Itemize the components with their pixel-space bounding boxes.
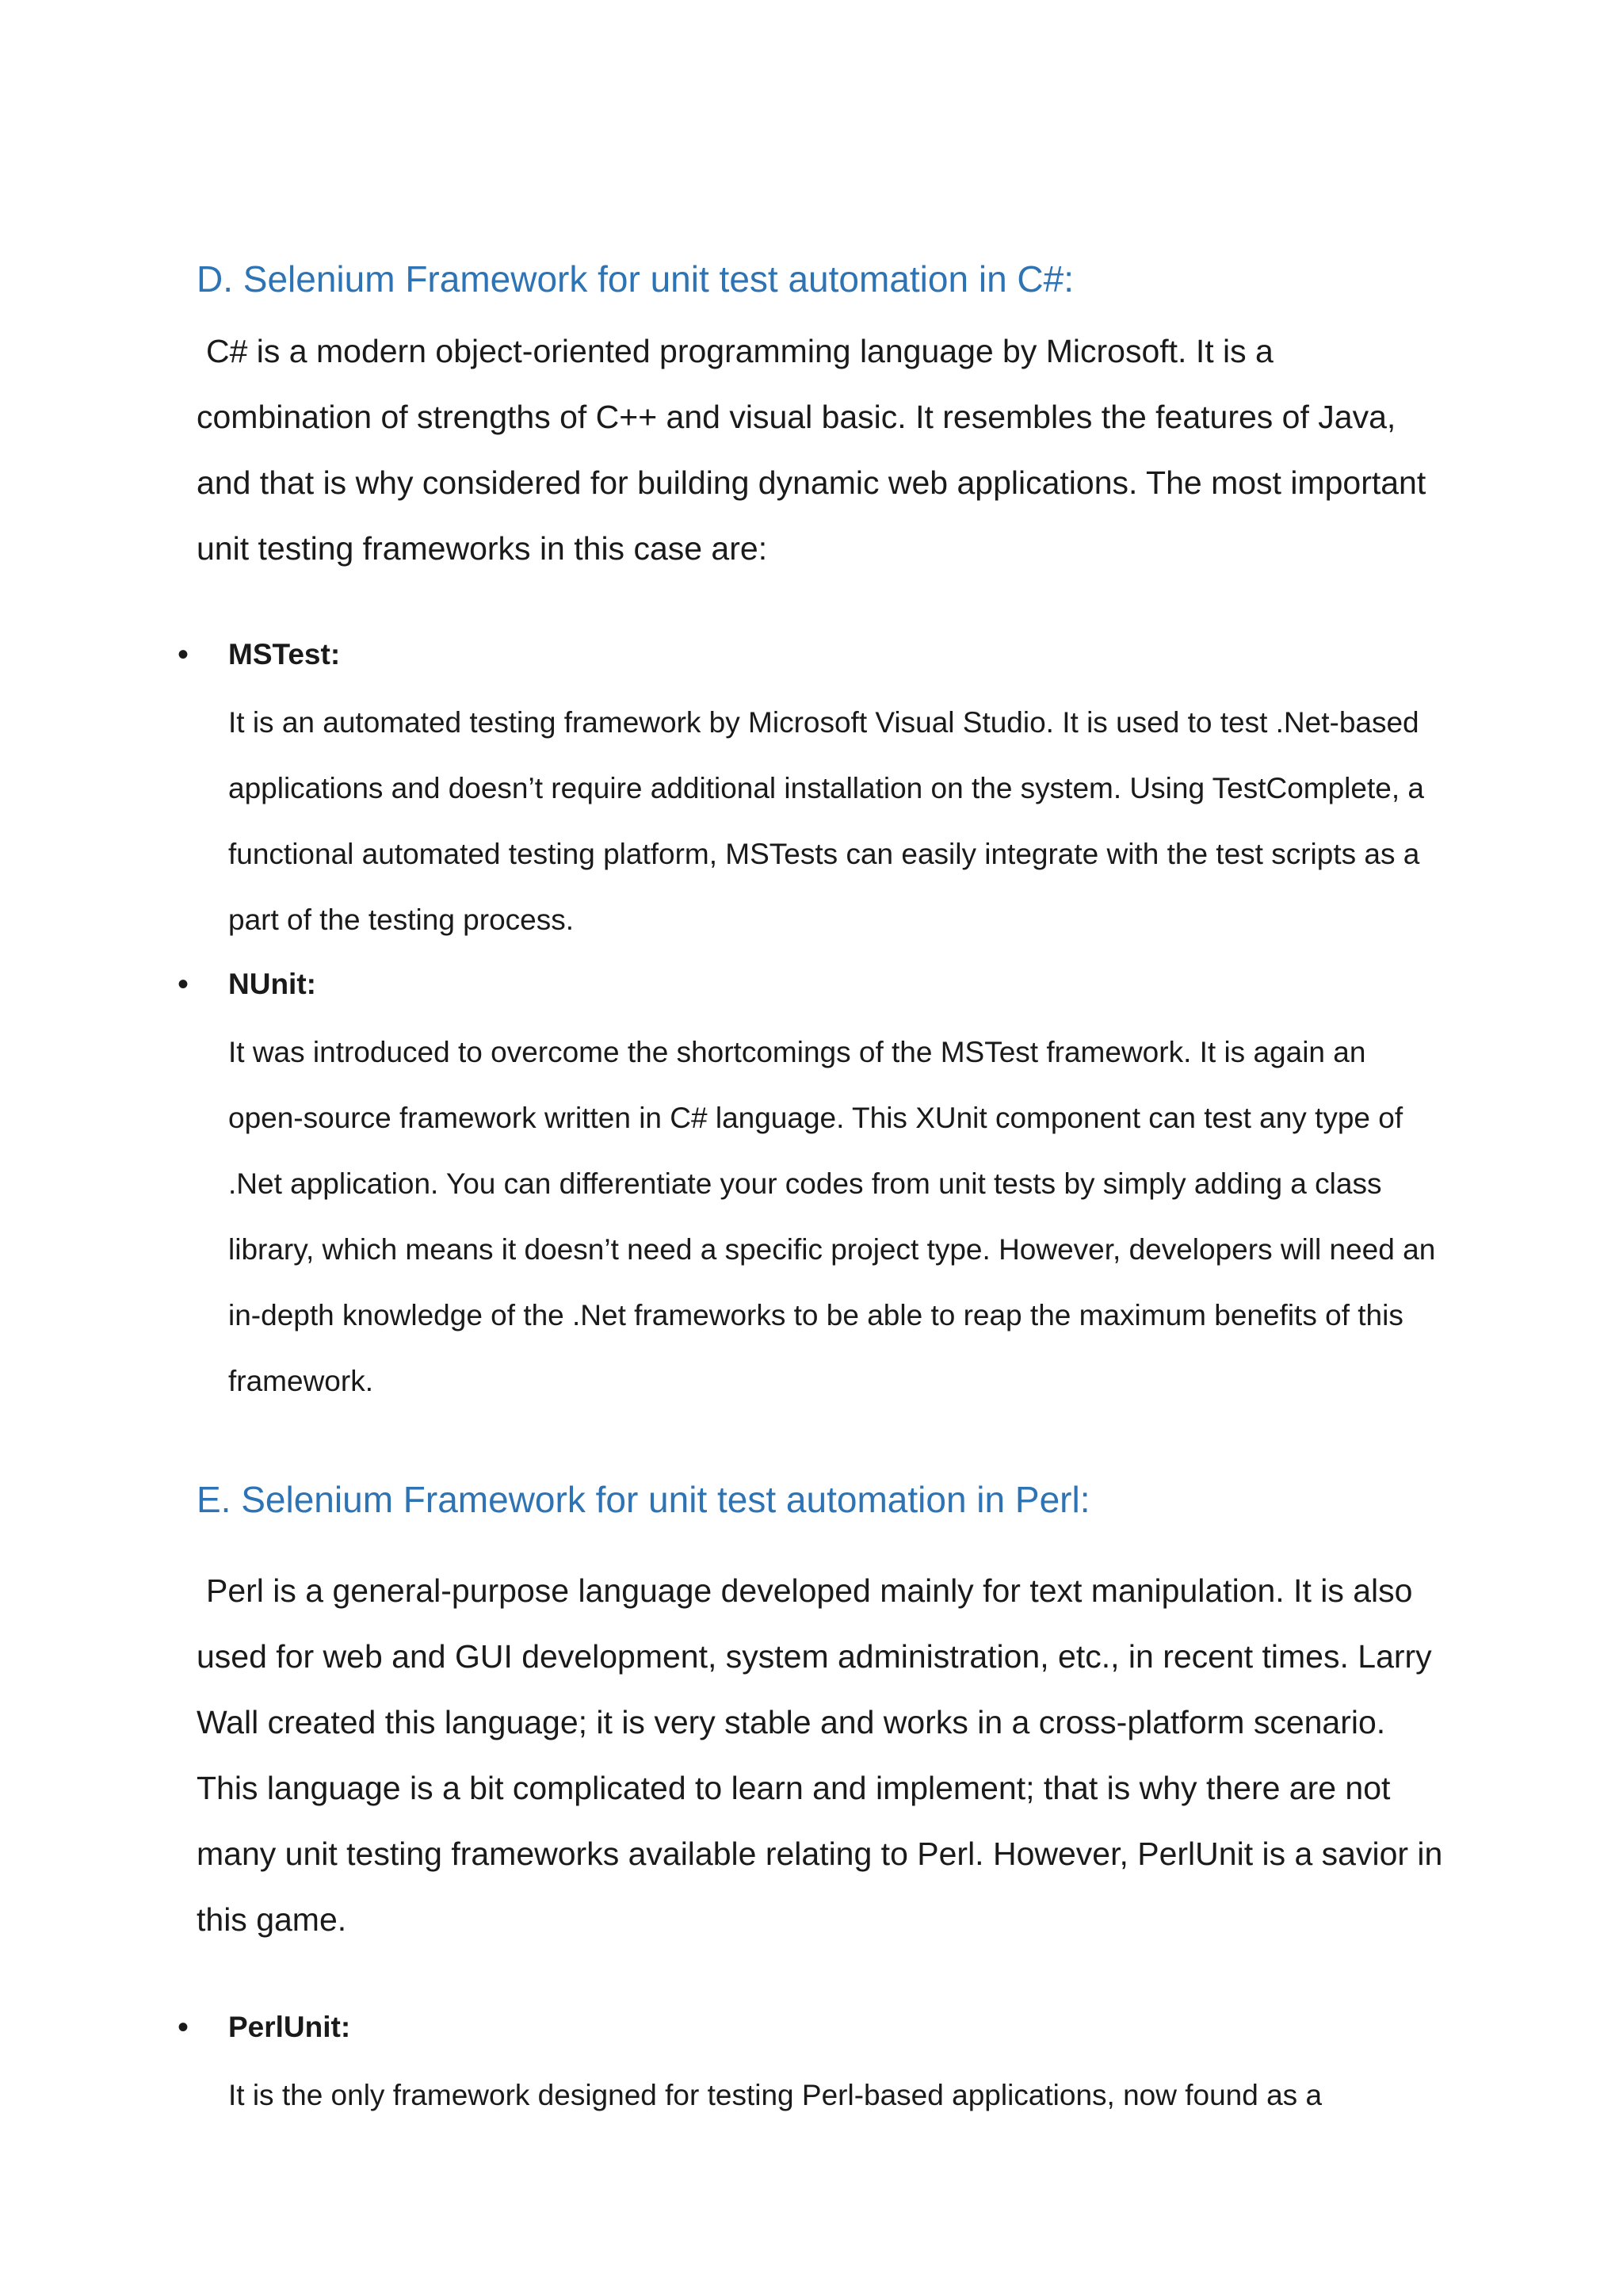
bullet-title-nunit: NUnit: bbox=[228, 968, 316, 1000]
section-intro-perl: Perl is a general-purpose language developed mainly for text manipulation. It is also used for web and GUI development, system administration, etc., in recent times. Larry Wall created this language; it is very stable and works in a cross-platform scenario. This language is a bit complicated to learn and implement; that is why there are not many unit testing frameworks available relating to Perl. However, PerlUnit is a savior in this game. bbox=[197, 1572, 1443, 1938]
section-heading-csharp: D. Selenium Framework for unit test automation in C#: bbox=[197, 258, 1075, 300]
bullet-point: • bbox=[178, 2010, 189, 2045]
bullet-title-mstest: MSTest: bbox=[228, 638, 341, 670]
bullet-body-mstest: It is an automated testing framework by Microsoft Visual Studio. It is used to test .Net-based applications and doesn’t require additional installation on the system. Using TestComplete, a functional automated testing platform, MSTests can easily integrate with the test scripts as a part of the testing process. bbox=[228, 706, 1424, 936]
bullet-body-nunit: It was introduced to overcome the shortcomings of the MSTest framework. It is again an open-source framework written in C# language. This XUnit component can test any type of .Net application. You can differentiate your codes from unit tests by simply adding a class library, which means it doesn’t need a specific project type. However, developers will need an in-depth knowledge of the .Net frameworks to be able to reap the maximum benefits of this framework. bbox=[228, 1036, 1436, 1397]
bullet-point: • bbox=[178, 637, 189, 672]
bullet-point: • bbox=[178, 967, 189, 1002]
section-intro-csharp: C# is a modern object-oriented programming language by Microsoft. It is a combination of strengths of C++ and visual basic. It resembles the features of Java, and that is why considered for building dynamic web applications. The most important unit testing frameworks in this case are: bbox=[197, 333, 1426, 567]
bullet-body-perlunit: It is the only framework designed for testing Perl-based applications, now found as a bbox=[228, 2079, 1323, 2111]
bullet-title-perlunit: PerlUnit: bbox=[228, 2011, 351, 2043]
section-heading-perl: E. Selenium Framework for unit test automation in Perl: bbox=[197, 1479, 1090, 1520]
